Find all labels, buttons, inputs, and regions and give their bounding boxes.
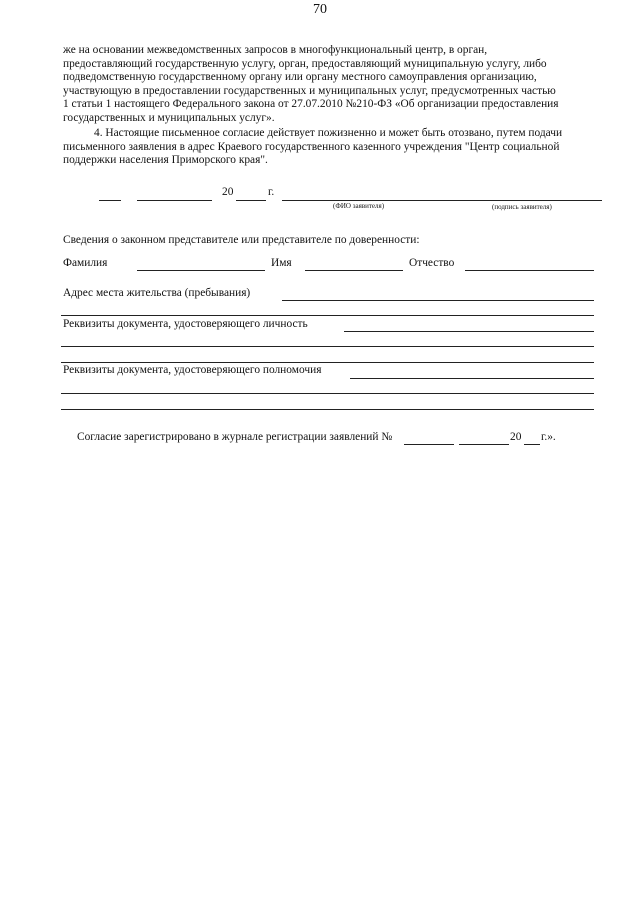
date-month-line — [137, 200, 212, 201]
patronymic-label: Отчество — [409, 257, 455, 269]
registration-number-line — [404, 444, 454, 445]
paragraph-line: участвующую в предоставлении государственных и муниципальных услуг, предусмотренных частью — [63, 84, 556, 97]
authority-doc-label: Реквизиты документа, удостоверяющего полномочия — [63, 364, 322, 376]
paragraph-line: 1 статьи 1 настоящего Федерального закона от 27.07.2010 №210-ФЗ «Об организации предоставления — [63, 98, 559, 111]
surname-field-line — [137, 270, 265, 271]
name-label: Имя — [271, 257, 292, 269]
address-extra-line — [61, 315, 594, 316]
surname-label: Фамилия — [63, 257, 108, 269]
authority-doc-extra-line-2 — [61, 409, 594, 410]
paragraph-item-4 — [63, 127, 596, 168]
registration-year-prefix: 20 — [510, 431, 522, 443]
date-year-line — [236, 200, 266, 201]
paragraph-line: подведомственную государственному органу или органу местного самоуправления организацию, — [63, 71, 537, 84]
paragraph-line: 4. Настоящие письменное согласие действует пожизненно и может быть отозвано, путем подачи — [94, 127, 563, 139]
identity-doc-field-line — [344, 331, 594, 332]
page-number: 70 — [313, 2, 327, 17]
registration-text: Согласие зарегистрировано в журнале регистрации заявлений № — [77, 431, 393, 443]
paragraph-line: письменного заявления в адрес Краевого государственного казенного учреждения "Центр социальной — [63, 140, 560, 153]
date-day-line — [99, 200, 121, 201]
patronymic-field-line — [465, 270, 594, 271]
address-field-line — [282, 300, 594, 301]
identity-doc-label: Реквизиты документа, удостоверяющего личность — [63, 318, 308, 330]
authority-doc-field-line — [350, 378, 594, 379]
paragraph-line: государственных и муниципальных услуг». — [63, 111, 275, 124]
representative-heading: Сведения о законном представителе или представителе по доверенности: — [63, 234, 420, 246]
registration-date-line — [459, 444, 509, 445]
identity-doc-extra-line — [61, 346, 594, 347]
fio-signature-line — [282, 200, 602, 201]
authority-doc-extra-line — [61, 393, 594, 394]
signature-caption: (подпись заявителя) — [492, 203, 552, 211]
paragraph-line: предоставляющий государственную услугу, орган, предоставляющий муниципальную услугу, либо — [63, 57, 547, 70]
year-suffix: г. — [268, 186, 275, 198]
paragraph-line: поддержки населения Приморского края". — [63, 154, 268, 167]
year-prefix: 20 — [222, 186, 234, 198]
address-label: Адрес места жительства (пребывания) — [63, 287, 251, 299]
identity-doc-extra-line-2 — [61, 362, 594, 363]
fio-caption: (ФИО заявителя) — [333, 202, 385, 210]
name-field-line — [305, 270, 403, 271]
registration-year-line — [524, 444, 540, 445]
paragraph-line: же на основании межведомственных запросов в многофункциональный центр, в орган, — [63, 44, 488, 56]
paragraph-consent-continuation — [63, 44, 596, 126]
registration-year-suffix: г.». — [541, 431, 556, 443]
